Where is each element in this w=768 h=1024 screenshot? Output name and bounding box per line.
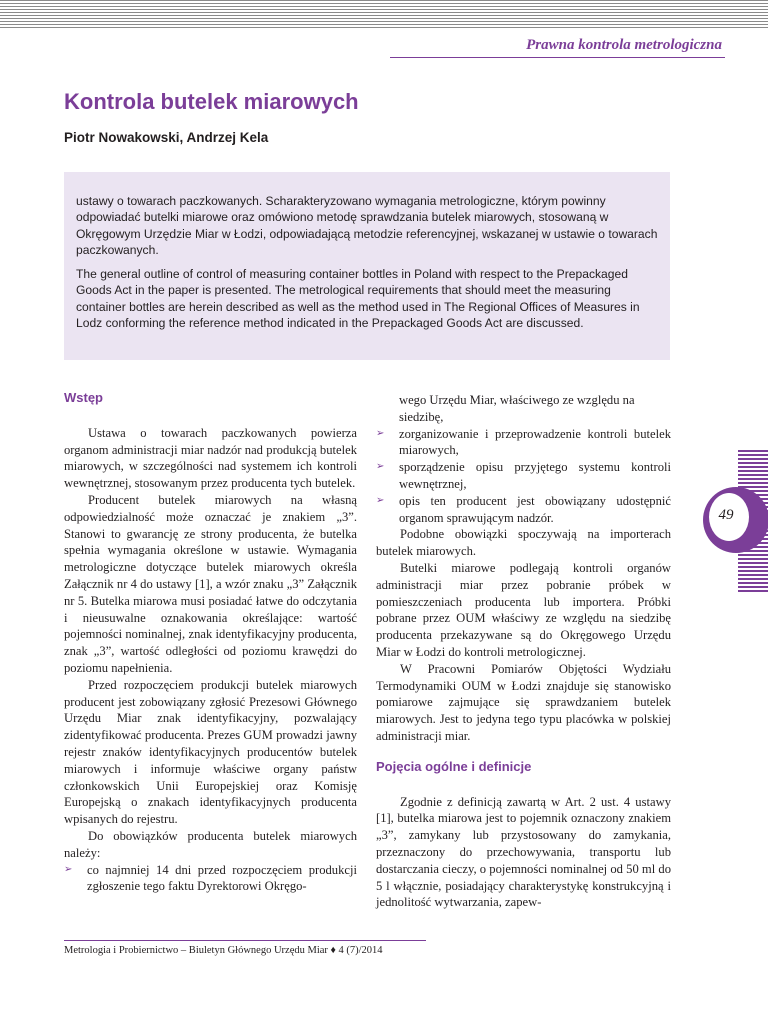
paragraph: Przed rozpoczęciem produkcji butelek miarowych producent jest zobowiązany zgłosić Prezesowi Głównego Urzędu Miar znak identyfikacyjny, pozwalający zidentyfikować producenta. Prezes GUM prowadzi jawny rejestr znaków identyfikacyjnych producentów butelek miarowych i informuje właściwe organy państw członkowskich Unii Europejskiej oraz Komisję Europejską o znakach identyfikacyjnych producenta wpisanych do rejestru. xyxy=(64,677,357,827)
list-item xyxy=(376,459,671,493)
triangle-bullet-icon: ➢ xyxy=(376,461,385,473)
section-heading-definitions: Pojęcia ogólne i definicje xyxy=(376,758,532,774)
list-item-text: co najmniej 14 dni przed rozpoczęciem produkcji zgłoszenie tego faktu Dyrektorowi Okręgo- xyxy=(87,862,357,894)
section-title: Prawna kontrola metrologiczna xyxy=(526,37,722,53)
header-stripes xyxy=(0,0,768,30)
paragraph: Producent butelek miarowych na własną odpowiedzialność może oznaczać je znakiem „3”. Stanowi to gwarancję ze strony producenta, że butelka spełnia wymagania określone w ustawie. Wymagania metrologiczne dotyczące butelek miarowych określa Załącznik nr 4 do ustawy [1], a wzór znaku „3” Załącznik nr 5. Butelka miarowa musi posiadać łatwe do odczytania i nieusuwalne oznakowania określające: wartość pojemności nominalnej, znak identyfikacyjny producenta, znak „3”, wartość odległości od poziomu krawędzi do poziomu napełnienia. xyxy=(64,492,357,675)
article-authors: Piotr Nowakowski, Andrzej Kela xyxy=(64,130,269,145)
list-item-text: wego Urzędu Miar, właściwego ze względu na siedzibę, xyxy=(399,393,635,424)
section-rule xyxy=(390,57,725,58)
paragraph: Do obowiązków producenta butelek miarowych należy: xyxy=(64,828,357,860)
list-item xyxy=(376,426,671,460)
list-item-text: opis ten producent jest obowiązany udostępnić organom sprawującym nadzór. xyxy=(399,493,671,525)
paragraph: W Pracowni Pomiarów Objętości Wydziału Termodynamiki OUM w Łodzi znajduje się stanowisko pomiarowe zajmujące się sprawdzaniem butelek miarowych. Jest to jedyna tego typu placówka w polskiej administracji miar. xyxy=(376,661,671,743)
list-item-text: sporządzenie opisu przyjętego systemu kontroli wewnętrznej, xyxy=(399,460,671,491)
obligations-list-continued xyxy=(376,392,671,526)
triangle-bullet-icon: ➢ xyxy=(376,494,385,506)
abstract-box xyxy=(64,172,670,360)
triangle-bullet-icon: ➢ xyxy=(64,863,73,875)
abstract-polish: ustawy o towarach paczkowanych. Scharakteryzowano wymagania metrologiczne, którym powinny odpowiadać butelki miarowe oraz omówiono metodę sprawdzania butelek miarowych, stosowaną w Okręgowym Urzędzie Miar w Łodzi, odpowiadającą metodzie referencyjnej, wskazanej w ustawie o towarach paczkowanych. xyxy=(76,194,658,257)
list-item-text: zorganizowanie i przeprowadzenie kontroli butelek miarowych, xyxy=(399,426,671,458)
list-item xyxy=(64,862,357,896)
right-column xyxy=(376,392,671,911)
left-column xyxy=(64,390,357,895)
obligations-list xyxy=(64,862,357,896)
paragraph: Ustawa o towarach paczkowanych powierza organom administracji miar nadzór nad produkcją butelek miarowych, w szczególności nad systemem ich kontroli wewnętrznej, stosowanym przez producenta tych butelek. xyxy=(64,425,357,491)
section-heading-intro: Wstęp xyxy=(64,390,103,405)
footer-rule xyxy=(64,940,426,941)
footer-citation: Metrologia i Probiernictwo – Biuletyn Głównego Urzędu Miar ♦ 4 (7)/2014 xyxy=(64,945,383,956)
list-item xyxy=(376,493,671,527)
list-item xyxy=(376,392,671,426)
paragraph: Zgodnie z definicją zawartą w Art. 2 ust. 4 ustawy [1], butelka miarowa jest to pojemnik oznaczony znakiem „3”, zamykany lub przystosowany do zamykania, przeznaczony do przechowywania, transportu lub dostarczania cieczy, o pojemności nominalnej od 50 ml do 5 l włącznie, posiadający charakterystykę konstrukcyjną i jednolitość wytwarzania, zapew- xyxy=(376,794,671,910)
paragraph: Butelki miarowe podlegają kontroli organów administracji miar przez pobranie próbek w pomieszczeniach producenta lub importera. Próbki pobrane przez OUM właściwy ze względu na siedzibę producenta przekazywane są do Okręgowego Urzędu Miar w Łodzi do kontroli metrologicznej. xyxy=(376,560,671,659)
abstract-english: The general outline of control of measuring container bottles in Poland with respect to the Prepackaged Goods Act in the paper is presented. The metrological requirements that should meet the measuring container bottles are herein described as well as the method used in The Regional Offices of Measures in Lodz conforming the reference method indicated in the Prepackaged Goods Act are discussed. xyxy=(76,267,640,331)
triangle-bullet-icon: ➢ xyxy=(376,427,385,439)
paragraph: Podobne obowiązki spoczywają na importerach butelek miarowych. xyxy=(376,527,671,559)
article-title: Kontrola butelek miarowych xyxy=(64,89,359,114)
page-number: 49 xyxy=(718,507,734,523)
